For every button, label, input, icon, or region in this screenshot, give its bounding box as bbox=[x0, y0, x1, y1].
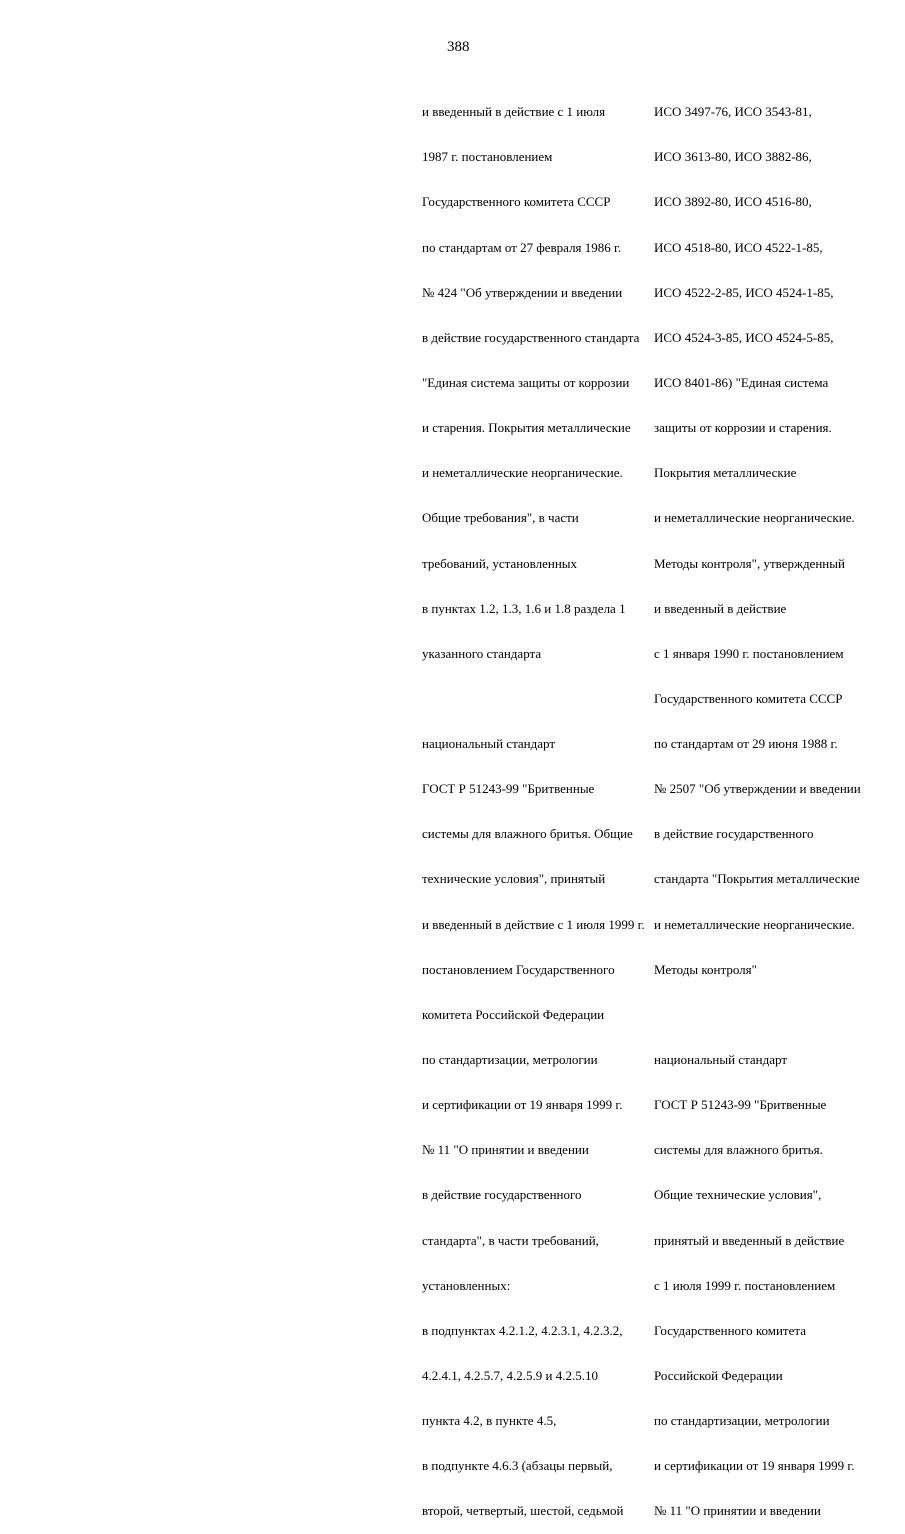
text-line: и неметаллические неорганические. bbox=[654, 916, 855, 932]
text-line: "Единая система защиты от коррозии bbox=[422, 374, 630, 390]
text-line: принятый и введенный в действие bbox=[654, 1232, 845, 1248]
text-line: в пунктах 1.2, 1.3, 1.6 и 1.8 раздела 1 bbox=[422, 600, 626, 616]
text-line: Покрытия металлические bbox=[654, 465, 797, 481]
text-line: системы для влажного бритья. bbox=[654, 1142, 823, 1158]
text-line: и введенный в действие с 1 июля 1999 г. bbox=[422, 916, 645, 932]
blank-line bbox=[654, 1007, 861, 1022]
blank-line bbox=[422, 691, 645, 706]
text-line: ИСО 3613-80, ИСО 3882-86, bbox=[654, 149, 812, 165]
text-line: в подпункте 4.6.3 (абзацы первый, bbox=[422, 1458, 613, 1474]
text-line: по стандартизации, метрологии bbox=[422, 1052, 598, 1068]
text-line: национальный стандарт bbox=[654, 1052, 788, 1068]
text-line: Общие требования", в части bbox=[422, 510, 579, 526]
text-line: Методы контроля" bbox=[654, 961, 757, 977]
text-line: и старения. Покрытия металлические bbox=[422, 420, 631, 436]
text-line: второй, четвертый, шестой, седьмой bbox=[422, 1503, 624, 1519]
text-line: и введенный в действие с 1 июля bbox=[422, 104, 606, 120]
left-text-column bbox=[422, 74, 645, 1534]
text-line: ИСО 3892-80, ИСО 4516-80, bbox=[654, 194, 812, 210]
text-line: № 424 "Об утверждении и введении bbox=[422, 284, 623, 300]
text-line: № 11 "О принятии и введении bbox=[654, 1503, 821, 1519]
text-line: с 1 января 1990 г. постановлением bbox=[654, 645, 844, 661]
text-line: национальный стандарт bbox=[422, 736, 556, 752]
text-line: и сертификации от 19 января 1999 г. bbox=[422, 1097, 623, 1113]
text-line: ИСО 4518-80, ИСО 4522-1-85, bbox=[654, 239, 823, 255]
text-line: № 11 "О принятии и введении bbox=[422, 1142, 589, 1158]
text-line: в действие государственного bbox=[422, 1187, 582, 1203]
page-number: 388 bbox=[447, 39, 470, 55]
text-line: системы для влажного бритья. Общие bbox=[422, 826, 633, 842]
text-line: по стандартизации, метрологии bbox=[654, 1413, 830, 1429]
text-line: Государственного комитета СССР bbox=[654, 690, 843, 706]
text-line: № 2507 "Об утверждении и введении bbox=[654, 781, 861, 797]
text-line: и сертификации от 19 января 1999 г. bbox=[654, 1458, 855, 1474]
text-line: в подпунктах 4.2.1.2, 4.2.3.1, 4.2.3.2, bbox=[422, 1322, 623, 1338]
text-line: Общие технические условия", bbox=[654, 1187, 822, 1203]
text-line: в действие государственного bbox=[654, 826, 814, 842]
text-line: требований, установленных bbox=[422, 555, 578, 571]
text-line: ИСО 3497-76, ИСО 3543-81, bbox=[654, 104, 812, 120]
text-line: комитета Российской Федерации bbox=[422, 1006, 605, 1022]
text-line: по стандартам от 29 июня 1988 г. bbox=[654, 736, 838, 752]
text-line: в действие государственного стандарта bbox=[422, 329, 640, 345]
text-line: 4.2.4.1, 4.2.5.7, 4.2.5.9 и 4.2.5.10 bbox=[422, 1368, 598, 1384]
text-line: Российской Федерации bbox=[654, 1368, 783, 1384]
text-line: стандарта "Покрытия металлические bbox=[654, 871, 860, 887]
text-line: и неметаллические неорганические. bbox=[654, 510, 855, 526]
text-line: технические условия", принятый bbox=[422, 871, 606, 887]
text-line: указанного стандарта bbox=[422, 645, 542, 661]
text-line: по стандартам от 27 февраля 1986 г. bbox=[422, 239, 622, 255]
text-line: ИСО 4522-2-85, ИСО 4524-1-85, bbox=[654, 284, 834, 300]
text-line: постановлением Государственного bbox=[422, 961, 615, 977]
text-line: установленных: bbox=[422, 1277, 511, 1293]
text-line: ГОСТ Р 51243-99 "Бритвенные bbox=[654, 1097, 827, 1113]
text-line: ГОСТ Р 51243-99 "Бритвенные bbox=[422, 781, 595, 797]
text-line: стандарта", в части требований, bbox=[422, 1232, 599, 1248]
text-line: ИСО 4524-3-85, ИСО 4524-5-85, bbox=[654, 329, 834, 345]
text-line: Государственного комитета bbox=[654, 1322, 806, 1338]
text-line: пункта 4.2, в пункте 4.5, bbox=[422, 1413, 557, 1429]
text-line: с 1 июля 1999 г. постановлением bbox=[654, 1277, 836, 1293]
text-line: и введенный в действие bbox=[654, 600, 787, 616]
text-line: 1987 г. постановлением bbox=[422, 149, 553, 165]
right-text-column bbox=[654, 74, 861, 1534]
text-line: Государственного комитета СССР bbox=[422, 194, 611, 210]
text-line: ИСО 8401-86) "Единая система bbox=[654, 374, 829, 390]
text-line: Методы контроля", утвержденный bbox=[654, 555, 845, 571]
text-line: и неметаллические неорганические. bbox=[422, 465, 623, 481]
text-line: защиты от коррозии и старения. bbox=[654, 420, 832, 436]
